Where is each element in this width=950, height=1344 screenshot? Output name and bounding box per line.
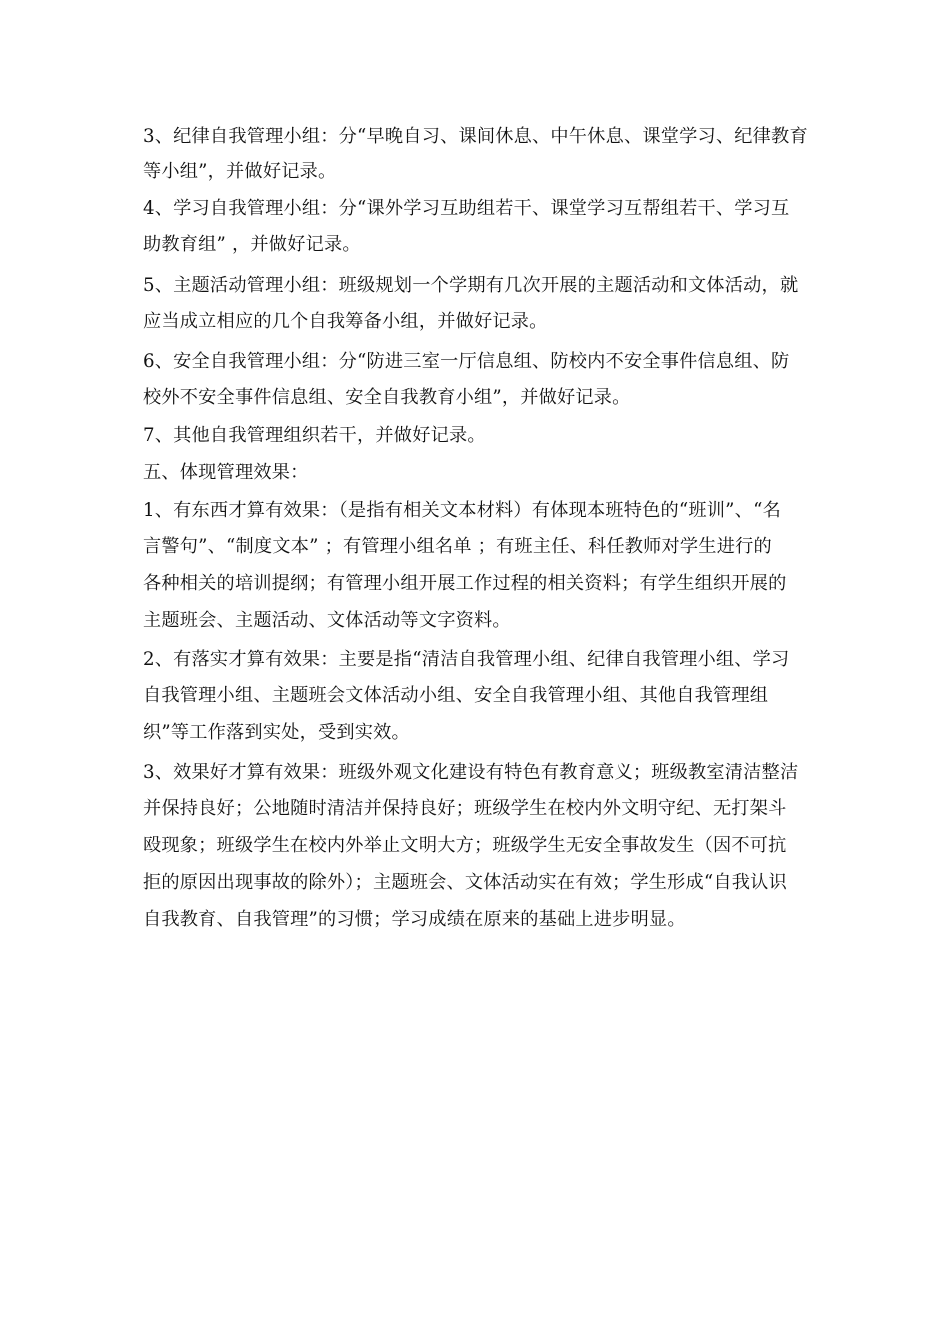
text-line: 拒的原因出现事故的除外）；主题班会、文体活动实在有效；学生形成“自我认识 xyxy=(143,872,787,893)
text-line: 主题班会、主题活动、文体活动等文字资料。 xyxy=(143,610,511,631)
text-line: 应当成立相应的几个自我筹备小组，并做好记录。 xyxy=(143,311,548,332)
text-line: 3、纪律自我管理小组：分“早晚自习、课间休息、中午休息、课堂学习、纪律教育 xyxy=(143,126,808,147)
text-line: 7、其他自我管理组织若干，并做好记录。 xyxy=(143,425,486,446)
text-line: 校外不安全事件信息组、安全自我教育小组”，并做好记录。 xyxy=(143,387,631,408)
text-line: 助教育组” ，并做好记录。 xyxy=(143,234,361,255)
section-heading: 五、体现管理效果： xyxy=(143,462,309,483)
text-line: 6、安全自我管理小组：分“防进三室一厅信息组、防校内不安全事件信息组、防 xyxy=(143,351,790,372)
text-line: 并保持良好；公地随时清洁并保持良好；班级学生在校内外文明守纪、无打架斗 xyxy=(143,798,787,819)
text-line: 5、主题活动管理小组：班级规划一个学期有几次开展的主题活动和文体活动，就 xyxy=(143,275,799,296)
text-line: 言警句”、“制度文本” ；有管理小组名单 ；有班主任、科任教师对学生进行的 xyxy=(143,536,772,557)
text-line: 殴现象；班级学生在校内外举止文明大方；班级学生无安全事故发生（因不可抗 xyxy=(143,835,787,856)
text-line: 2、有落实才算有效果：主要是指“清洁自我管理小组、纪律自我管理小组、学习 xyxy=(143,649,790,670)
text-line: 3、效果好才算有效果：班级外观文化建设有特色有教育意义；班级教室清洁整洁 xyxy=(143,762,799,783)
text-line: 等小组”，并做好记录。 xyxy=(143,161,337,182)
text-line: 织”等工作落到实处，受到实效。 xyxy=(143,722,410,743)
text-line: 自我教育、自我管理”的习惯；学习成绩在原来的基础上进步明显。 xyxy=(143,909,686,930)
text-line: 各种相关的培训提纲；有管理小组开展工作过程的相关资料；有学生组织开展的 xyxy=(143,573,787,594)
text-line: 1、有东西才算有效果：（是指有相关文本材料）有体现本班特色的“班训”、“名 xyxy=(143,500,781,521)
text-line: 自我管理小组、主题班会文体活动小组、安全自我管理小组、其他自我管理组 xyxy=(143,685,769,706)
text-line: 4、学习自我管理小组：分“课外学习互助组若干、课堂学习互帮组若干、学习互 xyxy=(143,198,790,219)
